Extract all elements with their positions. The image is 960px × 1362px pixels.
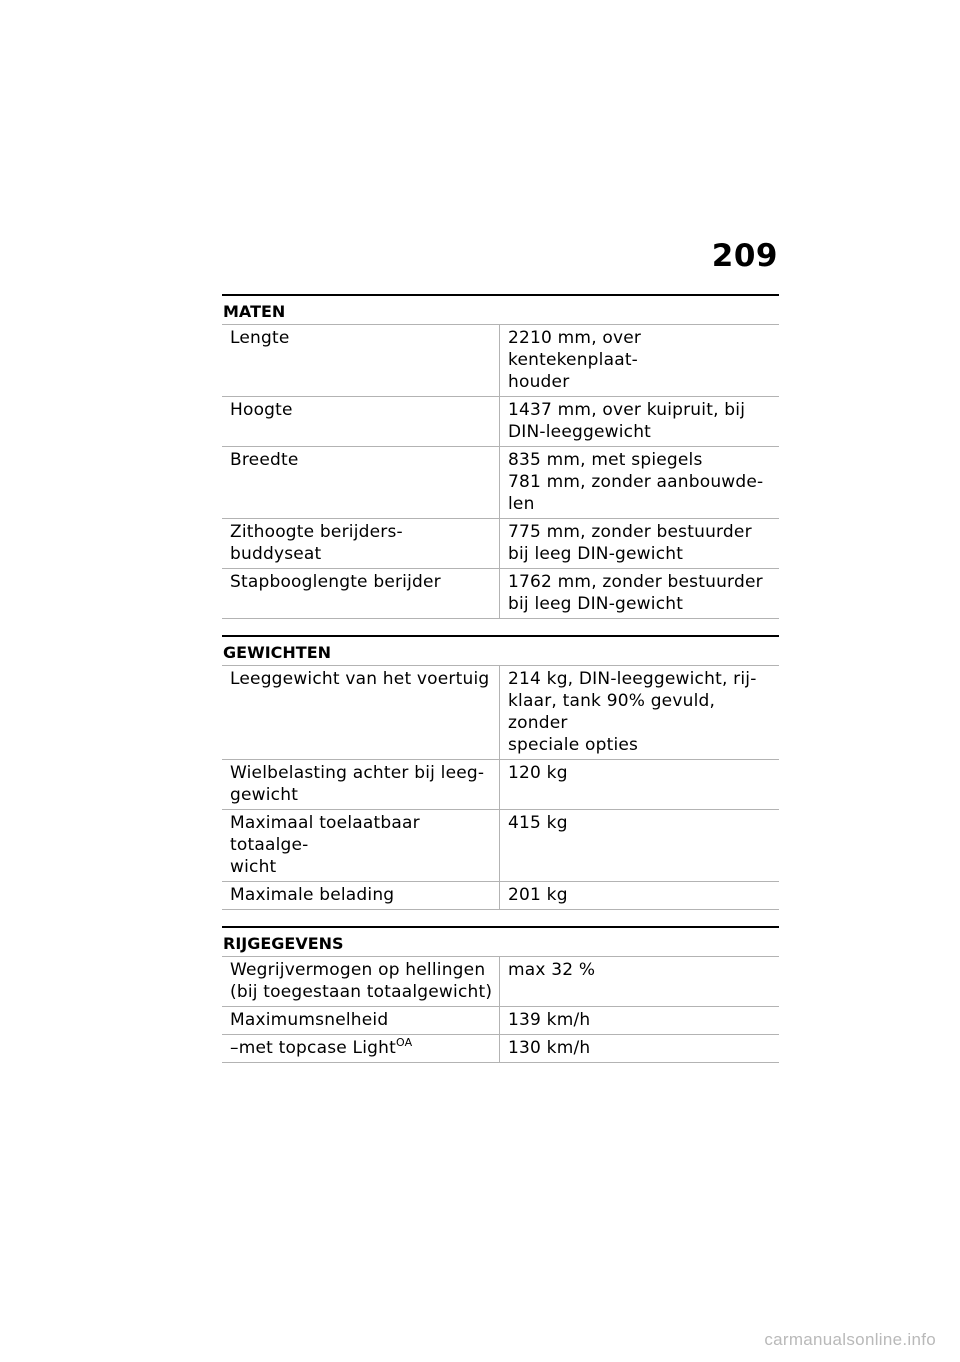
- spec-content: [222, 294, 779, 1079]
- row-label: Wegrijvermogen op hellingen (bij toegestaan totaalgewicht): [222, 957, 500, 1007]
- table-row: [222, 519, 779, 569]
- row-value: 1762 mm, zonder bestuurder bij leeg DIN-gewicht: [500, 569, 780, 619]
- row-value: 2210 mm, over kentekenplaat- houder: [500, 325, 780, 397]
- table-row: [222, 325, 779, 397]
- section-title: GEWICHTEN: [223, 643, 332, 662]
- row-label: Breedte: [222, 447, 500, 519]
- page-number: 209: [711, 238, 778, 274]
- row-label: Wielbelasting achter bij leeg- gewicht: [222, 760, 500, 810]
- row-label: Zithoogte berijders-buddyseat: [222, 519, 500, 569]
- option-superscript: OA: [395, 1036, 413, 1049]
- section-maten: [222, 294, 779, 619]
- row-value: 835 mm, met spiegels 781 mm, zonder aanbouwde- len: [500, 447, 780, 519]
- row-value: 775 mm, zonder bestuurder bij leeg DIN-gewicht: [500, 519, 780, 569]
- table-row: [222, 397, 779, 447]
- watermark-logo: carmanualsonline.info: [764, 1330, 936, 1349]
- row-label: Leeggewicht van het voertuig: [222, 666, 500, 760]
- table-row: [222, 882, 779, 910]
- row-value: 1437 mm, over kuipruit, bij DIN-leeggewicht: [500, 397, 780, 447]
- table-row: [222, 666, 779, 760]
- table-row: [222, 760, 779, 810]
- section-title: MATEN: [223, 302, 286, 321]
- spec-table: [222, 324, 779, 619]
- row-label: –met topcase Light$^{OA}$: [222, 1035, 500, 1063]
- row-label: Lengte: [222, 325, 500, 397]
- table-row: [222, 569, 779, 619]
- row-label: Maximaal toelaatbaar totaalge- wicht: [222, 810, 500, 882]
- spec-table: [222, 956, 779, 1063]
- row-label: Hoogte: [222, 397, 500, 447]
- section-gewichten: [222, 635, 779, 910]
- row-value: 130 km/h: [500, 1035, 780, 1063]
- table-row: [222, 810, 779, 882]
- row-value: max 32 %: [500, 957, 780, 1007]
- section-title: RIJGEGEVENS: [223, 934, 344, 953]
- section-rijgegevens: [222, 926, 779, 1063]
- row-value: 415 kg: [500, 810, 780, 882]
- row-value: 214 kg, DIN-leeggewicht, rij- klaar, tank 90% gevuld, zonder speciale opties: [500, 666, 780, 760]
- table-row: [222, 1007, 779, 1035]
- table-row: [222, 1035, 779, 1063]
- row-label: Maximale belading: [222, 882, 500, 910]
- row-value: 120 kg: [500, 760, 780, 810]
- row-label: Stapbooglengte berijder: [222, 569, 500, 619]
- table-row: [222, 447, 779, 519]
- row-label: Maximumsnelheid: [222, 1007, 500, 1035]
- spec-table: [222, 665, 779, 910]
- row-value: 201 kg: [500, 882, 780, 910]
- table-row: [222, 957, 779, 1007]
- row-value: 139 km/h: [500, 1007, 780, 1035]
